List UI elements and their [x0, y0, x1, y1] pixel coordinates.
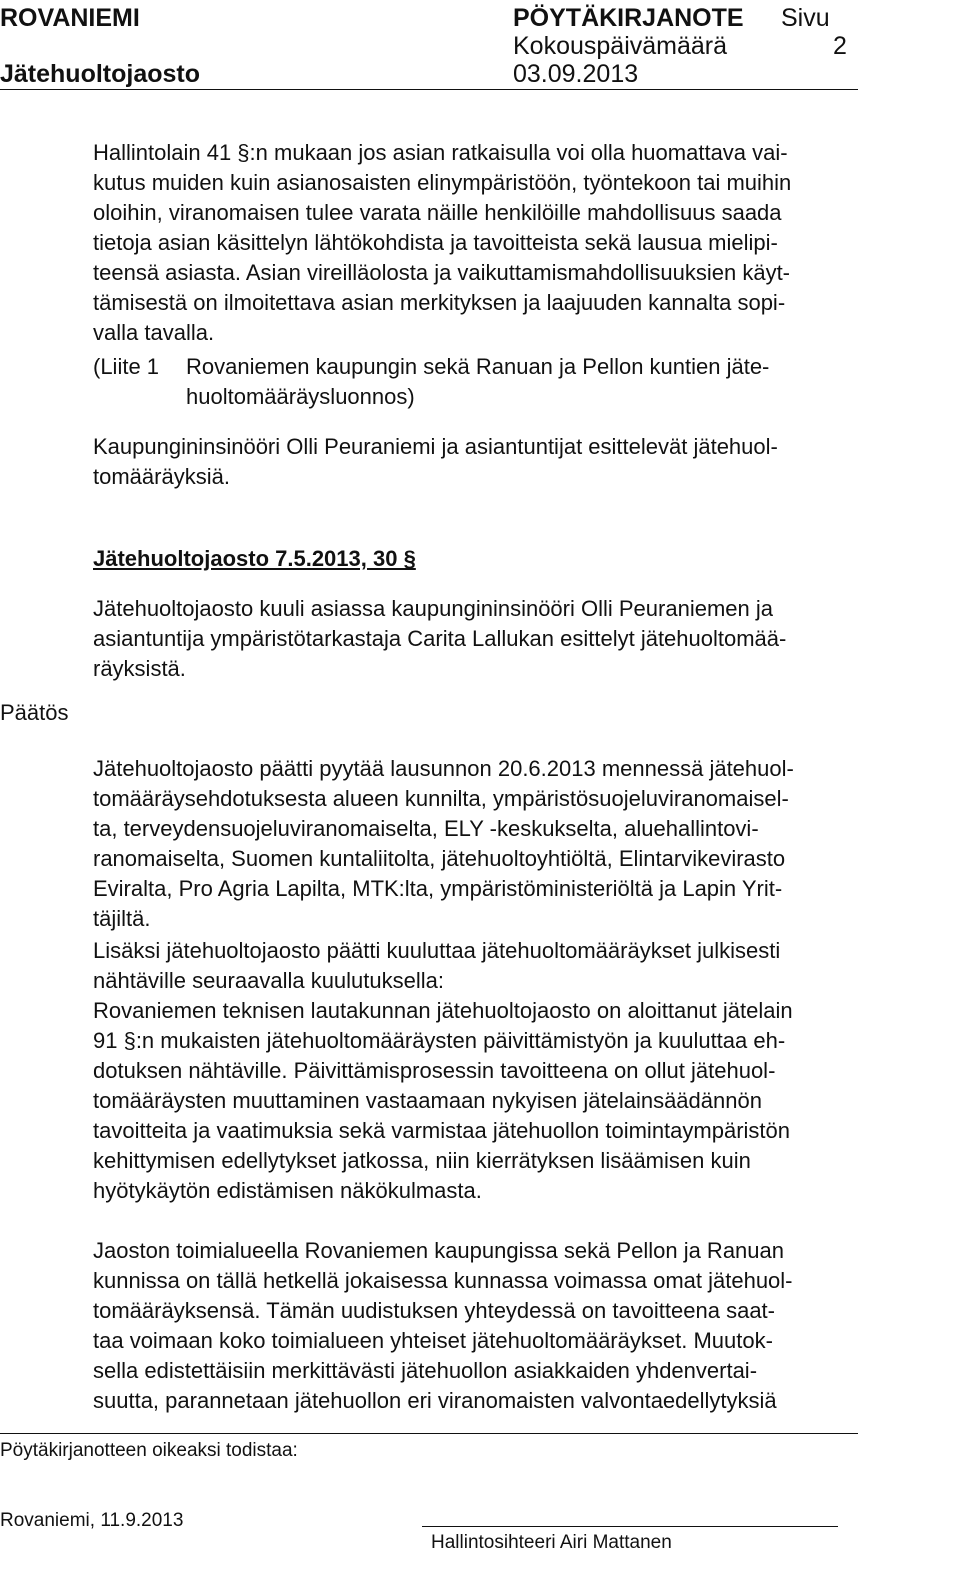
- text-line: Rovaniemen teknisen lautakunnan jätehuoltojaosto on aloittanut jätelain: [93, 998, 793, 1023]
- text-line: Hallintolain 41 §:n mukaan jos asian ratkaisulla voi olla huomattava vai-: [93, 140, 788, 165]
- text-line: tomääräyksiä.: [93, 464, 230, 489]
- text-line: ta, terveydensuojeluviranomaiselta, ELY -keskukselta, aluehallintovi-: [93, 816, 759, 841]
- document-type: PÖYTÄKIRJANOTE: [513, 4, 744, 32]
- text-line: sella edistettäisiin merkittävästi jätehuollon asiakkaiden yhdenvertai-: [93, 1358, 758, 1383]
- text-line: räyksistä.: [93, 656, 186, 681]
- text-line: suutta, parannetaan jätehuollon eri viranomaisten valvontaedellytyksiä: [93, 1388, 777, 1413]
- paragraph-announcement: [93, 936, 853, 1206]
- text-line: täjiltä.: [93, 906, 151, 931]
- decision-label: Päätös: [0, 700, 69, 725]
- text-line: tietoja asian käsittelyn lähtökohdista ja tavoitteista sekä lausua mielipi-: [93, 230, 778, 255]
- text-line: Jätehuoltojaosto kuuli asiassa kaupungininsinööri Olli Peuraniemen ja: [93, 596, 773, 621]
- text-line: tomääräysehdotuksesta alueen kunnilta, ympäristösuojeluviranomaisel-: [93, 786, 789, 811]
- header-rule: [0, 89, 858, 90]
- text-line: taa voimaan koko toimialueen yhteiset jätehuoltomääräykset. Muutok-: [93, 1328, 773, 1353]
- text-line: nähtäville seuraavalla kuulutuksella:: [93, 968, 444, 993]
- text-line: Eviralta, Pro Agria Lapilta, MTK:lta, ympäristöministeriöltä ja Lapin Yrit-: [93, 876, 783, 901]
- text-line: valla tavalla.: [93, 320, 215, 345]
- text-line: kutus muiden kuin asianosaisten elinympäristöön, työntekoon tai muihin: [93, 170, 792, 195]
- committee-name: Jätehuoltojaosto: [0, 60, 201, 88]
- text-line: dotuksen nähtäville. Päivittämisprosessin tavoitteena on ollut jätehuol-: [93, 1058, 776, 1083]
- municipality-name: ROVANIEMI: [0, 4, 140, 32]
- text-line: tämisestä on ilmoitettava asian merkityksen ja laajuuden kannalta sopi-: [93, 290, 786, 315]
- text-line: Rovaniemen kaupungin sekä Ranuan ja Pellon kuntien jäte-: [186, 354, 770, 379]
- text-line: kunnissa on tällä hetkellä jokaisessa kunnassa voimassa omat jätehuol-: [93, 1268, 793, 1293]
- text-line: oloihin, viranomaisen tulee varata näille henkilöille mahdollisuus saada: [93, 200, 782, 225]
- text-line: tomääräyksensä. Tämän uudistuksen yhteydessä on tavoitteena saat-: [93, 1298, 775, 1323]
- text-line: Kaupungininsinööri Olli Peuraniemi ja asiantuntijat esittelevät jätehuol-: [93, 434, 778, 459]
- certification-label: Pöytäkirjanotteen oikeaksi todistaa:: [0, 1440, 298, 1461]
- attachment-label: (Liite 1: [93, 354, 160, 379]
- signature-line: [422, 1526, 838, 1527]
- paragraph-admin-law: [93, 138, 853, 348]
- page-number: 2: [833, 32, 847, 60]
- text-line: ranomaiselta, Suomen kuntaliitolta, jätehuoltoyhtiöltä, Elintarvikevirasto: [93, 846, 786, 871]
- text-line: asiantuntija ympäristötarkastaja Carita Lallukan esittelyt jätehuoltomää-: [93, 626, 787, 651]
- paragraph-presentation: [93, 432, 853, 492]
- date-label: Kokouspäivämäärä: [513, 32, 728, 60]
- paragraph-decision: [93, 754, 853, 934]
- paragraph-hearing: [93, 594, 853, 684]
- attachment-description: [186, 352, 846, 412]
- text-line: 91 §:n mukaisten jätehuoltomääräysten päivittämistyön ja kuuluttaa eh-: [93, 1028, 786, 1053]
- text-line: Lisäksi jätehuoltojaosto päätti kuuluttaa jätehuoltomääräykset julkisesti: [93, 938, 781, 963]
- footer-rule: [0, 1433, 858, 1434]
- text-line: Jätehuoltojaosto päätti pyytää lausunnon 20.6.2013 mennessä jätehuol-: [93, 756, 794, 781]
- text-line: tomääräysten muuttaminen vastaamaan nykyisen jätelainsäädännön: [93, 1088, 762, 1113]
- section-heading: Jätehuoltojaosto 7.5.2013, 30 §: [93, 546, 416, 571]
- page-label: Sivu: [781, 4, 830, 32]
- text-line: teensä asiasta. Asian vireilläolosta ja vaikuttamismahdollisuuksien käyt-: [93, 260, 791, 285]
- text-line: hyötykäytön edistämisen näkökulmasta.: [93, 1178, 482, 1203]
- text-line: kehittymisen edellytykset jatkossa, niin kierrätyksen lisäämisen kuin: [93, 1148, 751, 1173]
- text-line: tavoitteita ja vaatimuksia sekä varmistaa jätehuollon toimintaympäristön: [93, 1118, 790, 1143]
- place-and-date: Rovaniemi, 11.9.2013: [0, 1510, 184, 1531]
- text-line: huoltomääräysluonnos): [186, 384, 415, 409]
- signer-name: Hallintosihteeri Airi Mattanen: [431, 1532, 672, 1553]
- meeting-date: 03.09.2013: [513, 60, 639, 88]
- paragraph-unified-rules: [93, 1236, 853, 1416]
- text-line: Jaoston toimialueella Rovaniemen kaupungissa sekä Pellon ja Ranuan: [93, 1238, 784, 1263]
